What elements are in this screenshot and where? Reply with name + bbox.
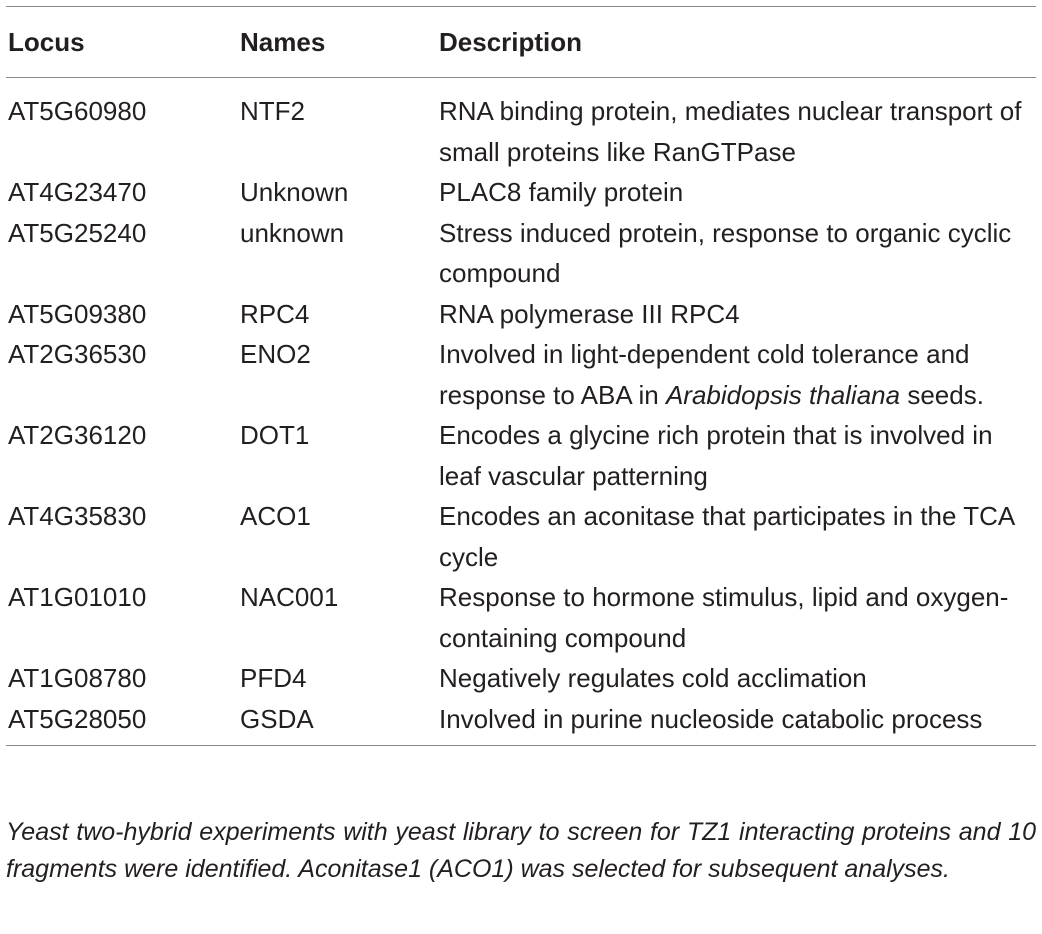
table-row — [6, 172, 1036, 213]
cell-locus: AT5G25240 — [8, 217, 147, 248]
header-description: Description — [439, 26, 583, 57]
table-row — [6, 658, 1036, 699]
cell-locus: AT4G23470 — [8, 177, 147, 207]
cell-name: ACO1 — [240, 501, 311, 531]
table-row — [6, 213, 1036, 294]
cell-locus: AT2G36530 — [8, 339, 147, 369]
cell-locus: AT4G35830 — [8, 501, 147, 531]
header-locus: Locus — [8, 26, 85, 57]
cell-description: Encodes an aconitase that participates in the TCA cycle — [439, 501, 1014, 572]
cell-locus: AT5G28050 — [8, 703, 147, 734]
table-header-row — [6, 7, 1036, 78]
cell-name: Unknown — [240, 177, 349, 207]
table-row — [6, 78, 1036, 173]
cell-description: RNA binding protein, mediates nuclear transport of small proteins like RanGTPase — [439, 96, 1022, 167]
cell-name: NTF2 — [240, 96, 305, 126]
cell-name: PFD4 — [240, 663, 307, 693]
cell-description: RNA polymerase III RPC4 — [439, 298, 740, 329]
table-row — [6, 577, 1036, 658]
interacting-proteins-table — [6, 6, 1036, 746]
cell-locus: AT5G60980 — [8, 96, 147, 126]
cell-description: Stress induced protein, response to organic cyclic compound — [439, 217, 1012, 288]
cell-locus: AT1G08780 — [8, 663, 147, 693]
cell-description: Involved in purine nucleoside catabolic process — [439, 703, 983, 734]
cell-name: unknown — [240, 217, 345, 248]
cell-description — [437, 334, 1036, 415]
cell-name: ENO2 — [240, 339, 311, 369]
species-name: Arabidopsis thaliana — [665, 379, 901, 410]
cell-locus: AT5G09380 — [8, 298, 147, 329]
cell-name: RPC4 — [240, 298, 310, 329]
cell-name: DOT1 — [240, 420, 310, 450]
table-footnote: Yeast two-hybrid experiments with yeast library to screen for TZ1 interacting proteins and 10 fragments were identified. Aconitase1 (ACO1) was selected for subsequent analyses. — [6, 818, 1036, 883]
description-text: seeds. — [900, 379, 984, 410]
cell-locus: AT1G01010 — [8, 582, 147, 612]
cell-description: PLAC8 family protein — [439, 177, 684, 207]
description-text: Involved in light-dependent cold tolerance and response to ABA in — [439, 339, 970, 410]
table-row — [6, 415, 1036, 496]
table-row — [6, 294, 1036, 335]
cell-name: GSDA — [240, 703, 314, 734]
cell-description: Response to hormone stimulus, lipid and oxygen-containing compound — [439, 582, 1009, 653]
table-row — [6, 496, 1036, 577]
header-names: Names — [240, 26, 326, 57]
table-row — [6, 334, 1036, 415]
cell-locus: AT2G36120 — [8, 420, 147, 450]
cell-name: NAC001 — [240, 582, 339, 612]
cell-description: Negatively regulates cold acclimation — [439, 663, 867, 693]
table-row — [6, 699, 1036, 746]
cell-description: Encodes a glycine rich protein that is involved in leaf vascular patterning — [439, 420, 993, 491]
